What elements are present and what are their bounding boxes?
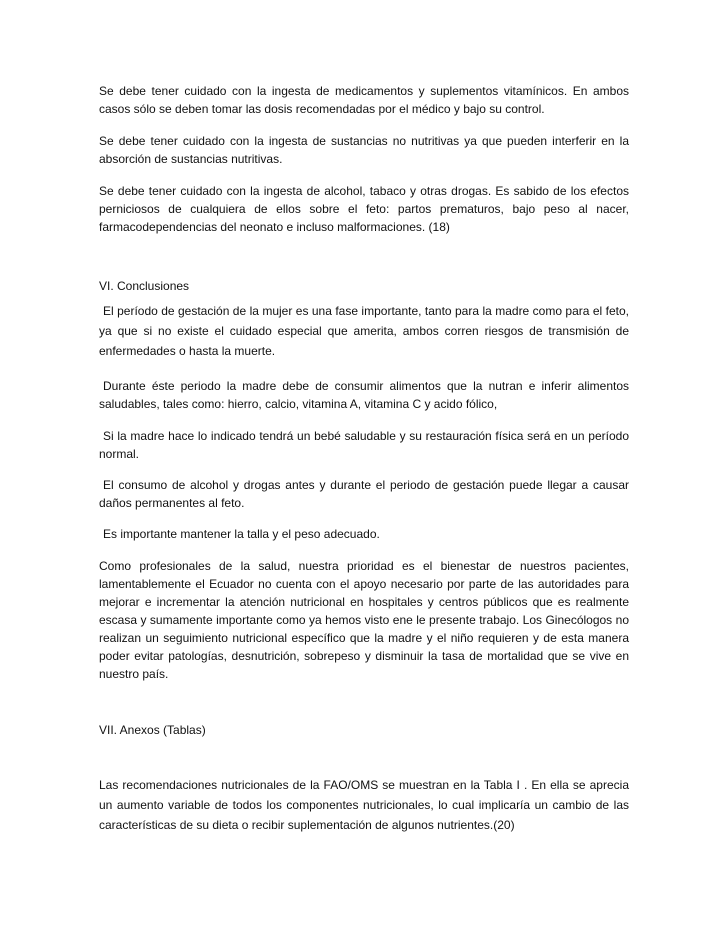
conclusion-paragraph-2: Durante éste periodo la madre debe de consumir alimentos que la nutran e inferir alimentos saludables, tales como: hierro, calcio, vitamina A, vitamina C y acido fólico,	[99, 379, 629, 411]
paragraph-alcohol-tabaco: Se debe tener cuidado con la ingesta de alcohol, tabaco y otras drogas. Es sabido de los efectos perniciosos de cualquiera de ellos sobre el feto: partos prematuros, bajo peso al nacer, farmacodependencias del neonato e incluso malformaciones. (18)	[99, 184, 629, 234]
section-heading-conclusiones: VI. Conclusiones	[99, 279, 190, 293]
paragraph-medicamentos: Se debe tener cuidado con la ingesta de medicamentos y suplementos vitamínicos. En ambos casos sólo se deben tomar las dosis recomendadas por el médico y bajo su control.	[99, 84, 629, 116]
conclusion-paragraph-5: Es importante mantener la talla y el peso adecuado.	[103, 527, 380, 541]
conclusion-paragraph-4: El consumo de alcohol y drogas antes y durante el periodo de gestación puede llegar a causar daños permanentes al feto.	[99, 478, 629, 510]
paragraph-sustancias-no-nutritivas: Se debe tener cuidado con la ingesta de sustancias no nutritivas ya que pueden interferir en la absorción de sustancias nutritivas.	[99, 134, 629, 166]
conclusion-paragraph-3: Si la madre hace lo indicado tendrá un bebé saludable y su restauración física será en un período normal.	[99, 429, 629, 461]
anexos-paragraph-1: Las recomendaciones nutricionales de la FAO/OMS se muestran en la Tabla I . En ella se aprecia un aumento variable de todos los componentes nutricionales, lo cual implicaría un cambio de las características de su dieta o recibir suplementación de algunos nutrientes.(20)	[99, 778, 629, 832]
conclusion-paragraph-6: Como profesionales de la salud, nuestra prioridad es el bienestar de nuestros pacientes, lamentablemente el Ecuador no cuenta con el apoyo necesario por parte de las autoridades para mejorar e incrementar la atención nutricional en hospitales y centros públicos que es realmente escasa y sumamente importante como ya hemos visto ene le presente trabajo. Los Ginecólogos no realizan un seguimiento nutricional específico que la madre y el niño requieren y de esta manera poder evitar patologías, desnutrición, sobrepeso y disminuir la tasa de mortalidad que se vive en nuestro país.	[99, 559, 629, 681]
conclusion-paragraph-1: El período de gestación de la mujer es una fase importante, tanto para la madre como para el feto, ya que si no existe el cuidado especial que amerita, ambos corren riesgos de transmisión de enfermedades o hasta la muerte.	[99, 304, 629, 358]
section-heading-anexos: VII. Anexos (Tablas)	[99, 723, 206, 737]
